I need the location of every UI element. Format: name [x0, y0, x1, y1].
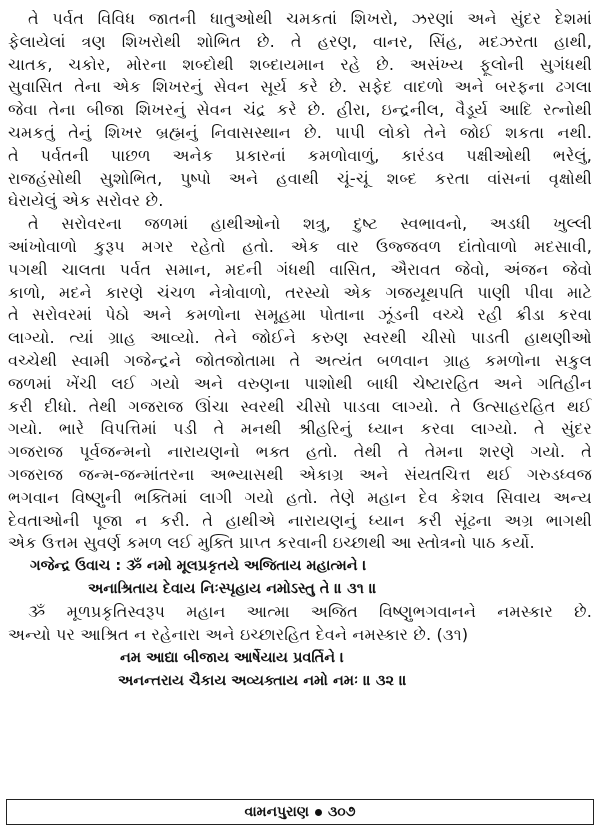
- verse-31-translation: [8, 601, 592, 647]
- text-line: કરી દીધો. તેથી ગજરાજ ઊંચા સ્વરથી ચીસો પાડવા લાગ્યો. તે ઉત્સાહરહિત થઈ: [8, 396, 592, 416]
- text-line: સુવાસિત તેના એક શિખરનું સેવન સૂર્ય કરે છે. સફેદ વાદળો અને બરફના ઢગલા: [8, 77, 592, 97]
- text-line: ૐ મૂળપ્રકૃતિસ્વરૂપ મહાન આત્મા અજિત વિષ્ણુભગવાનને નમસ્કાર છે.: [28, 602, 592, 622]
- verse-line: ગજેન્દ્ર ઉવાચ : ૐ નમો મૂલપ્રકૃતયે અજિતાય મહાત્મને ।: [30, 558, 367, 575]
- text-line: કાળો, મદને કારણે ચંચળ નેત્રોવાળો, તરસ્યો એક ગજયૂથપતિ પાણી પીવા માટે: [8, 282, 592, 302]
- page-footer: [6, 799, 594, 825]
- text-line: ગજરાજ જન્મ-જન્માંતરના અભ્યાસથી એકાગ્ર અને સંયતચિત્ત થઈ ગરુડધ્વજ: [8, 464, 592, 484]
- text-line: તે પર્વતની પાછળ અનેક પ્રકારનાં કમળોવાળું, કારંડવ પક્ષીઓથી ભરેલું,: [8, 145, 592, 165]
- text-line: અન્યો પર આશ્રિત ન રહેનારા અને ઇચ્છારહિત દેવને નમસ્કાર છે. (૩૧): [8, 624, 469, 644]
- text-line: તે પર્વત વિવિધ જાતની ધાતુઓથી ચમકતાં શિખરો, ઝરણાં અને સુંદર દેશમાં: [28, 9, 592, 28]
- text-line: આંખોવાળો કુરૂપ મગર રહેતો હતો. એક વાર ઉજ્જવળ દાંતોવાળો મદસાવી,: [8, 236, 592, 256]
- verse-31-sanskrit: [8, 555, 592, 601]
- paragraph-1: [8, 8, 592, 213]
- book-title: વામનપુરાણ: [244, 804, 309, 820]
- verse-line: અનાશ્રિતાય દેવાય નિઃસ્પૃહાય નમોઽસ્તુ તે ॥ ૩૧ ॥: [88, 581, 377, 598]
- text-line: ચમકતું તેનું શિખર બ્રહ્મનું નિવાસસ્થાન છે. પાપી લોકો તેને જોઈ શકતા નથી.: [8, 122, 592, 142]
- text-line: વચ્ચેથી સ્વામી ગજેન્દ્રને જોતજોતામા તે અત્યંત બળવાન ગ્રાહ કમળોના સકુલ: [8, 350, 592, 370]
- text-line: દેવતાઓની પૂજા ન કરી. તે હાથીએ નારાયણનું ધ્યાન કરી સૂંઢના અગ્ર ભાગથી: [8, 510, 592, 530]
- verse-line: નમ આદ્યા બીજાય આર્ષેયાય પ્રવર્તિને ।: [120, 649, 345, 666]
- text-line: જેવા તેના બીજા શિખરનું સેવન ચંદ્ર કરે છે. હીરા, ઇન્દ્રનીલ, વૈડૂર્ય આદિ રત્નોથી: [8, 100, 592, 120]
- text-line: ગયો. ભારે વિપત્તિમાં પડી તે મનથી શ્રીહરિનું ધ્યાન કરવા લાગ્યો. તે સુંદર: [8, 419, 592, 439]
- text-line: ચાતક, ચકોર, મોરના શબ્દોથી શબ્દાયમાન રહે છે. અસંખ્ય ફૂલોની સુગંધથી: [8, 54, 592, 74]
- text-line: પગથી ચાલતા પર્વત સમાન, મદની ગંધથી વાસિત, ઐરાવત જેવો, અંજન જેવો: [8, 259, 592, 279]
- text-line: ફેલાયેલાં ત્રણ શિખરોથી શોભિત છે. તે હરણ, વાનર, સિંહ, મદઝરતા હાથી,: [8, 31, 592, 51]
- text-line: રાજહંસોથી સુશોભિત, પુષ્પો અને હવાથી ચૂં-ચૂં શબ્દ કરતા વાંસનાં વૃક્ષોથી: [8, 168, 592, 188]
- text-line: લાગ્યો. ત્યાં ગ્રાહ આવ્યો. તેને જોઈને કરુણ સ્વરથી ચીસો પાડતી હાથણીઓ: [8, 328, 592, 348]
- text-line: ઘેરાયેલું એક સરોવર છે.: [8, 191, 164, 211]
- text-line: તે સરોવરમાં પેઠો અને કમળોના સમૂહમા પોતાના ઝૂંડની વચ્ચે રહી ક્રીડા કરવા: [8, 305, 592, 325]
- text-line: એક ઉત્તમ સુવર્ણ કમળ લઈ મુક્તિ પ્રાપ્ત કરવાની ઇચ્છાથી આ સ્તોત્રનો પાઠ કર્યો.: [8, 533, 535, 553]
- bullet-separator: [315, 809, 322, 816]
- text-line: જળમાં ખેંચી લઈ ગયો અને વરુણના પાશોથી બાધી ચેષ્ટારહિત અને ગતિહીન: [8, 373, 592, 393]
- text-line: ભગવાન વિષ્ણુની ભક્તિમાં લાગી ગયો હતો. તેણે મહાન દેવ કેશવ સિવાય અન્ય: [8, 487, 592, 507]
- page-body: [8, 8, 592, 693]
- paragraph-2: [8, 213, 592, 555]
- text-line: તે સરોવરના જળમાં હાથીઓનો શત્રુ, દુષ્ટ સ્વભાવનો, અડધી ખુલ્લી: [28, 214, 592, 234]
- page-number: ૩૦૭: [327, 804, 356, 820]
- text-line: ગજરાજ પૂર્વજન્મનો નારાયણનો ભક્ત હતો. તેથી તે તેમના શરણે ગયો. તે: [8, 442, 592, 462]
- verse-32-sanskrit: [8, 647, 592, 693]
- verse-line: અનન્તરાય ચૈકાય અવ્યક્તાય નમો નમઃ ॥ ૩૨ ॥: [118, 672, 407, 689]
